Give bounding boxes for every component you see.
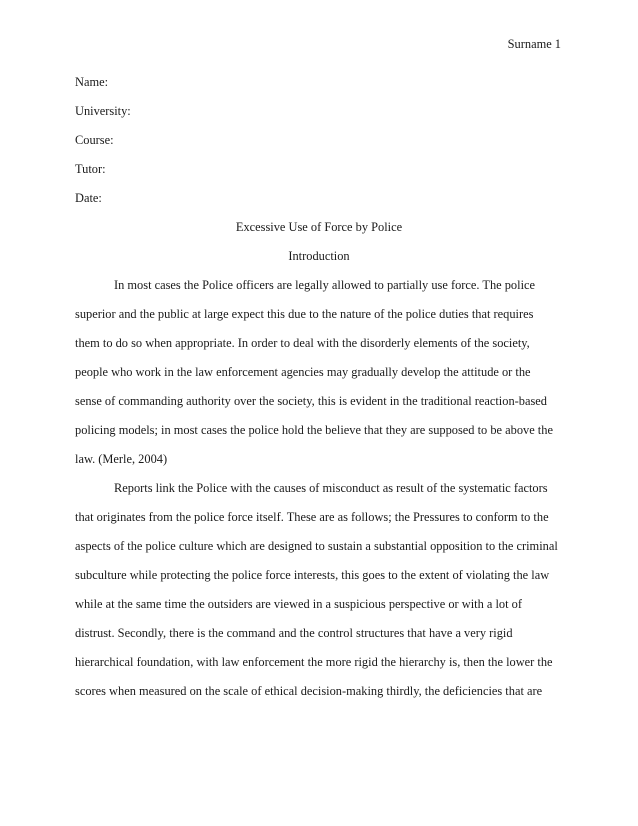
paragraph1-line: law. (Merle, 2004) <box>75 452 168 466</box>
paragraph2-line: while at the same time the outsiders are viewed in a suspicious perspective or with a lot of <box>75 597 522 611</box>
paragraph1-line: people who work in the law enforcement agencies may gradually develop the attitude or the <box>75 365 531 379</box>
date-line: Date: <box>75 191 102 205</box>
paragraph2-line: subculture while protecting the police force interests, this goes to the extent of violating the law <box>75 568 550 582</box>
section-title: Introduction <box>288 249 350 263</box>
paragraph1-line: superior and the public at large expect this due to the nature of the police duties that requires <box>75 307 534 321</box>
paragraph2-line: scores when measured on the scale of ethical decision-making thirdly, the deficiencies that are <box>75 684 543 698</box>
paragraph2-line: hierarchical foundation, with law enforcement the more rigid the hierarchy is, then the lower the <box>75 655 553 669</box>
name-line: Name: <box>75 75 109 89</box>
paragraph1-line: In most cases the Police officers are legally allowed to partially use force. The police <box>114 278 536 292</box>
paragraph2-line: aspects of the police culture which are designed to sustain a substantial opposition to the criminal <box>75 539 558 553</box>
paragraph1-line: policing models; in most cases the police hold the believe that they are supposed to be above the <box>75 423 553 437</box>
paragraph2-line: distrust. Secondly, there is the command and the control structures that have a very rigid <box>75 626 513 640</box>
running-head: Surname 1 <box>507 37 561 51</box>
paper-title: Excessive Use of Force by Police <box>235 220 403 234</box>
paragraph2-line: Reports link the Police with the causes of misconduct as result of the systematic factors <box>114 481 548 495</box>
tutor-line: Tutor: <box>75 162 106 176</box>
paragraph1-line: sense of commanding authority over the society, this is evident in the traditional reaction-based <box>75 394 547 408</box>
paragraph2-line: that originates from the police force itself. These are as follows; the Pressures to conform to the <box>75 510 549 524</box>
paragraph1-line: them to do so when appropriate. In order to deal with the disorderly elements of the society, <box>75 336 530 350</box>
course-line: Course: <box>75 133 114 147</box>
university-line: University: <box>75 104 131 118</box>
